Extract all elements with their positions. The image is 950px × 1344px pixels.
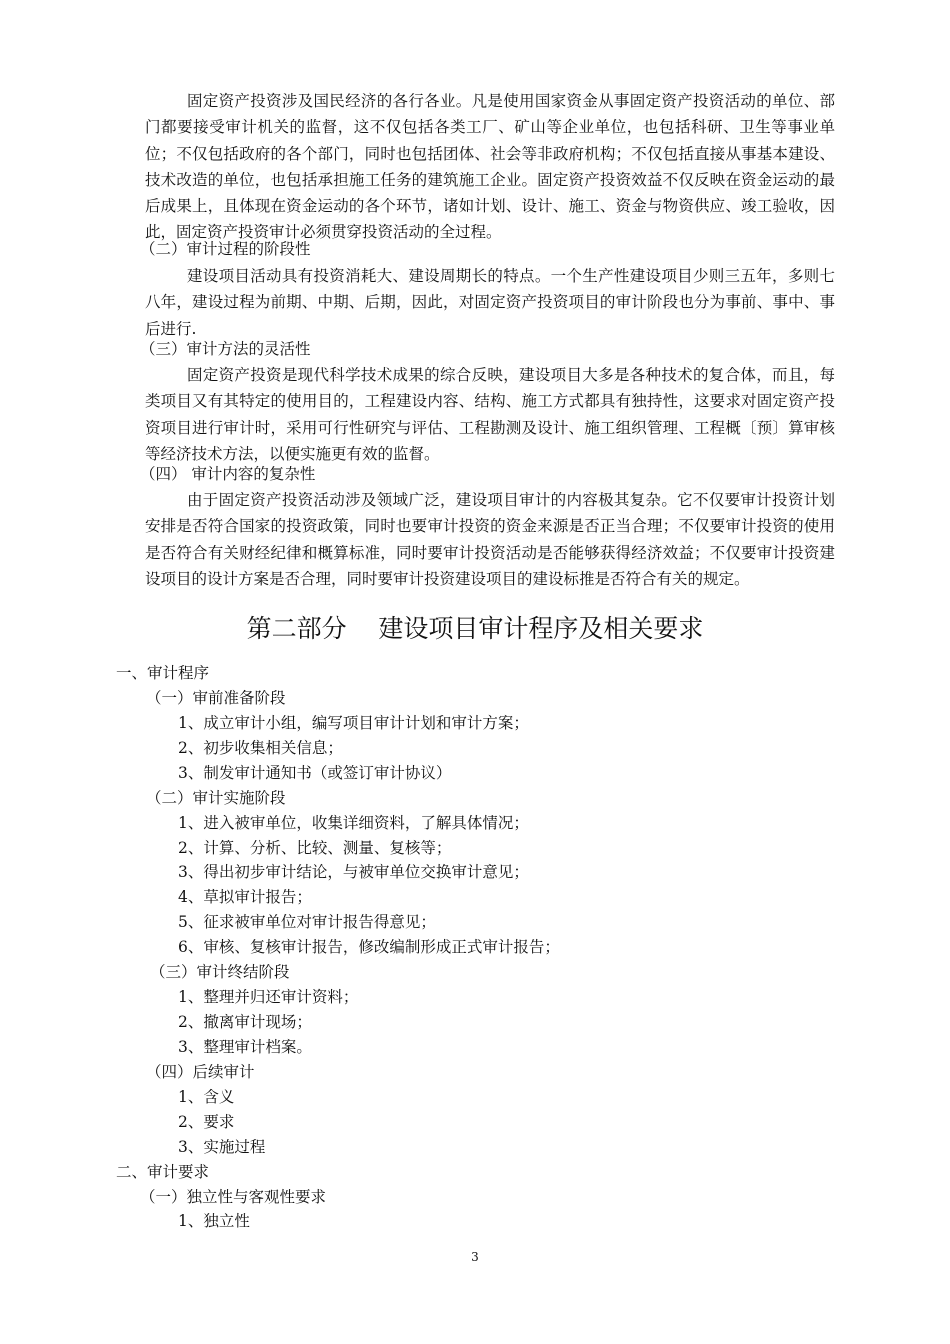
list-item: 6、审核、复核审计报告，修改编制形成正式审计报告；	[178, 938, 560, 956]
list-item: 5、征求被审单位对审计报告得意见；	[178, 913, 436, 931]
section-audit-procedure: 一、审计程序	[116, 664, 210, 682]
page-number: 3	[471, 1250, 479, 1264]
subheading-stage-nature: （二）审计过程的阶段性	[140, 240, 311, 258]
list-item: 2、初步收集相关信息；	[178, 739, 343, 757]
subsection-implementation: （二）审计实施阶段	[146, 789, 286, 807]
section-audit-requirements: 二、审计要求	[116, 1163, 210, 1181]
subsection-independence: （一）独立性与客观性要求	[140, 1188, 327, 1206]
list-item: 1、进入被审单位，收集详细资料，了解具体情况；	[178, 814, 529, 832]
list-item: 2、要求	[178, 1113, 235, 1131]
list-item: 1、整理并归还审计资料；	[178, 988, 359, 1006]
list-item: 3、实施过程	[178, 1138, 266, 1156]
subsection-conclusion: （三）审计终结阶段	[150, 963, 290, 981]
subsection-follow-up: （四）后续审计	[146, 1063, 255, 1081]
part-title: 第二部分 建设项目审计程序及相关要求	[246, 614, 704, 643]
list-item: 1、成立审计小组，编写项目审计计划和审计方案；	[178, 714, 529, 732]
paragraph-content-complexity: 由于固定资产投资活动涉及领域广泛，建设项目审计的内容极其复杂。它不仅要审计投资计划安排是否符合国家的投资政策，同时也要审计投资的资金来源是否正当合理；不仅要审计投资的使用是否符合有关财经纪律和概算标准，同时要审计投资活动是否能够获得经济效益；不仅要审计投资建设项目的设计方案是否合理，同时要审计投资建设项目的建设标推是否符合有关的规定。	[145, 491, 835, 588]
list-item: 1、独立性	[178, 1212, 250, 1230]
paragraph-stage-nature: 建设项目活动具有投资消耗大、建设周期长的特点。一个生产性建设项目少则三五年，多则七八年，建设过程为前期、中期、后期，因此，对固定资产投资项目的审计阶段也分为事前、事中、事后进行.	[145, 267, 835, 338]
paragraph-investment-scope: 固定资产投资涉及国民经济的各行各业。凡是使用国家资金从事固定资产投资活动的单位、部门都要接受审计机关的监督，这不仅包括各类工厂、矿山等企业单位，也包括科研、卫生等事业单位；不仅包括政府的各个部门，同时也包括团体、社会等非政府机构；不仅包括直接从事基本建设、技术改造的单位，也包括承担施工任务的建筑施工企业。固定资产投资效益不仅反映在资金运动的最后成果上，且体现在资金运动的各个环节，诸如计划、设计、施工、资金与物资供应、竣工验收，因此，固定资产投资审计必须贯穿投资活动的全过程。	[145, 92, 835, 242]
list-item: 3、整理审计档案。	[178, 1038, 312, 1056]
list-item: 3、制发审计通知书（或签订审计协议）	[178, 764, 452, 782]
list-item: 2、计算、分析、比较、测量、复核等；	[178, 839, 452, 857]
list-item: 2、撤离审计现场；	[178, 1013, 312, 1031]
subheading-method-flexibility: （三）审计方法的灵活性	[140, 340, 311, 358]
list-item: 1、含义	[178, 1088, 235, 1106]
list-item: 4、草拟审计报告；	[178, 888, 312, 906]
subheading-content-complexity: （四） 审计内容的复杂性	[140, 465, 316, 483]
paragraph-method-flexibility: 固定资产投资是现代科学技术成果的综合反映，建设项目大多是各种技术的复合体，而且，每类项目又有其特定的使用目的，工程建设内容、结构、施工方式都具有独持性，这要求对固定资产投资项目进行审计时，采用可行性研究与评估、工程勘测及设计、施工组织管理、工程概〔预〕算审核等经济技术方法，以便实施更有效的监督。	[145, 366, 835, 463]
list-item: 3、得出初步审计结论，与被审单位交换审计意见；	[178, 863, 529, 881]
subsection-preparation: （一）审前准备阶段	[146, 689, 286, 707]
